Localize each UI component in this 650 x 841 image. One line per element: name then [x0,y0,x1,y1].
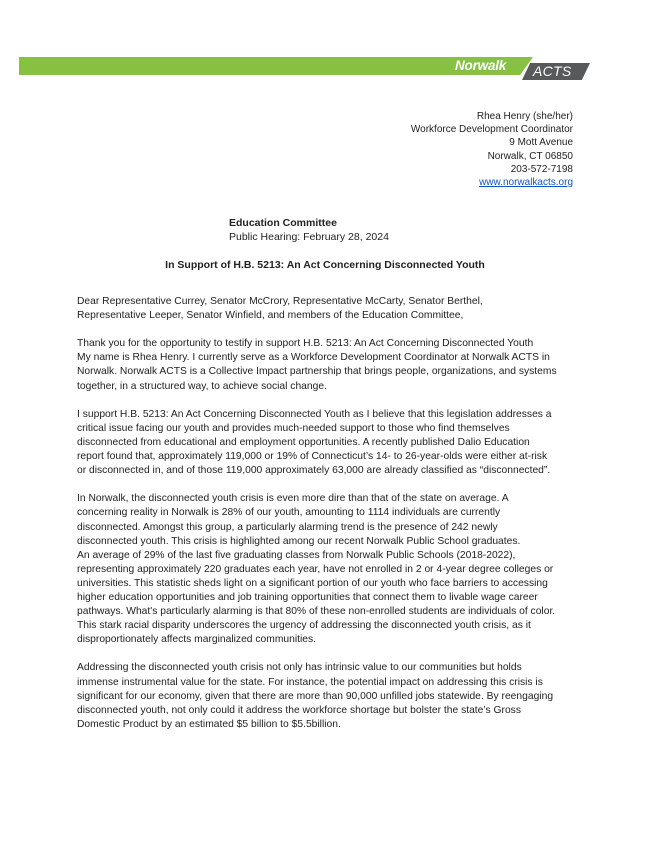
text-line: report found that, approximately 119,000 or 19% of Connecticut’s 14- to 26-year-olds were either at-risk [77,451,548,463]
text-line: disproportionately affects marginalized communities. [77,634,317,646]
sender-address-block [411,110,573,189]
text-line: Domestic Product by an estimated $5 billion to $5.5billion. [77,718,341,730]
paragraph-economic-impact [77,661,582,731]
website-link[interactable]: www.norwalkacts.org [479,177,573,189]
paragraph-introduction [77,337,582,393]
text-line: In Norwalk, the disconnected youth crisis is even more dire than that of the state on average. A [77,493,509,505]
sender-address-line1: 9 Mott Avenue [509,137,573,149]
text-line: disconnected from educational and employment opportunities. A recently published Dalio Education [77,436,530,448]
logo-acts-text: ACTS [533,63,572,79]
sender-title: Workforce Development Coordinator [410,124,573,136]
text-line: or disconnected in, and of those 119,000 approximately 63,000 are already classified as “disconnected”. [77,465,551,477]
salutation-line: Dear Representative Currey, Senator McCrory, Representative McCarty, Senator Berthel, [77,296,483,307]
text-line: pathways. What's particularly alarming is that 80% of these non-enrolled students are individuals of color. [77,606,556,618]
text-line: This stark racial disparity underscores the urgency of addressing the disconnected youth crisis, as it [77,620,531,632]
text-line: My name is Rhea Henry. I currently serve as a Workforce Development Coordinator at Norwalk ACTS in [77,352,550,364]
text-line: representing approximately 220 graduates each year, have not enrolled in 2 or 4-year degree colleges or [77,563,554,575]
letter-body [77,295,582,746]
text-line: universities. This statistic sheds light on a significant portion of our youth who face barriers to accessing [77,577,548,589]
text-line: An average of 29% of the last five graduating classes from Norwalk Public Schools (2018-2022), [77,549,516,561]
sender-name: Rhea Henry (she/her) [476,111,573,122]
text-line: concerning reality in Norwalk is 28% of our youth, amounting to 1114 individuals are currently [77,507,501,519]
hearing-block [229,216,389,244]
text-line: I support H.B. 5213: An Act Concerning Disconnected Youth as I believe that this legislation addresses a [77,408,552,420]
sender-address-line2: Norwalk, CT 06850 [487,150,573,162]
text-line: immense instrumental value for the state. For instance, the potential impact on addressing this crisis is [77,676,543,688]
text-line: critical issue facing our youth and provides much-needed support to those who find themselves [77,422,510,434]
text-line: higher education opportunities and job training opportunities that connect them to livable wage career [77,591,538,603]
text-line: together, in a structured way, to achieve social change. [77,380,327,392]
hearing-date: Public Hearing: February 28, 2024 [229,231,389,243]
text-line: disconnected youth. This crisis is highlighted among our recent Norwalk Public School graduates. [77,535,521,547]
salutation [77,295,582,323]
salutation-line: Representative Leeper, Senator Winfield, and members of the Education Committee, [77,310,464,322]
header-banner [0,0,650,100]
testimony-subject-heading: In Support of H.B. 5213: An Act Concerning Disconnected Youth [165,259,485,271]
paragraph-norwalk-statistics [77,492,582,647]
text-line: disconnected. Amongst this group, a particularly alarming trend is the presence of 242 newly [77,521,498,533]
text-line: Norwalk. Norwalk ACTS is a Collective Impact partnership that brings people, organizations, and systems [77,366,557,378]
text-line: Thank you for the opportunity to testify in support H.B. 5213: An Act Concerning Disconnected Youth [77,338,534,350]
logo-norwalk-text: Norwalk [455,58,507,73]
committee-name: Education Committee [229,217,337,229]
text-line: disconnected youth, not only could it address the workforce shortage but bolster the state’s Gross [77,704,521,716]
sender-phone: 203-572-7198 [510,163,573,175]
paragraph-support-statement [77,408,582,478]
text-line: Addressing the disconnected youth crisis not only has intrinsic value to our communities but holds [77,662,522,674]
text-line: significant for our economy, given that there are more than 90,000 unfilled jobs statewide. By reengaging [77,690,554,702]
